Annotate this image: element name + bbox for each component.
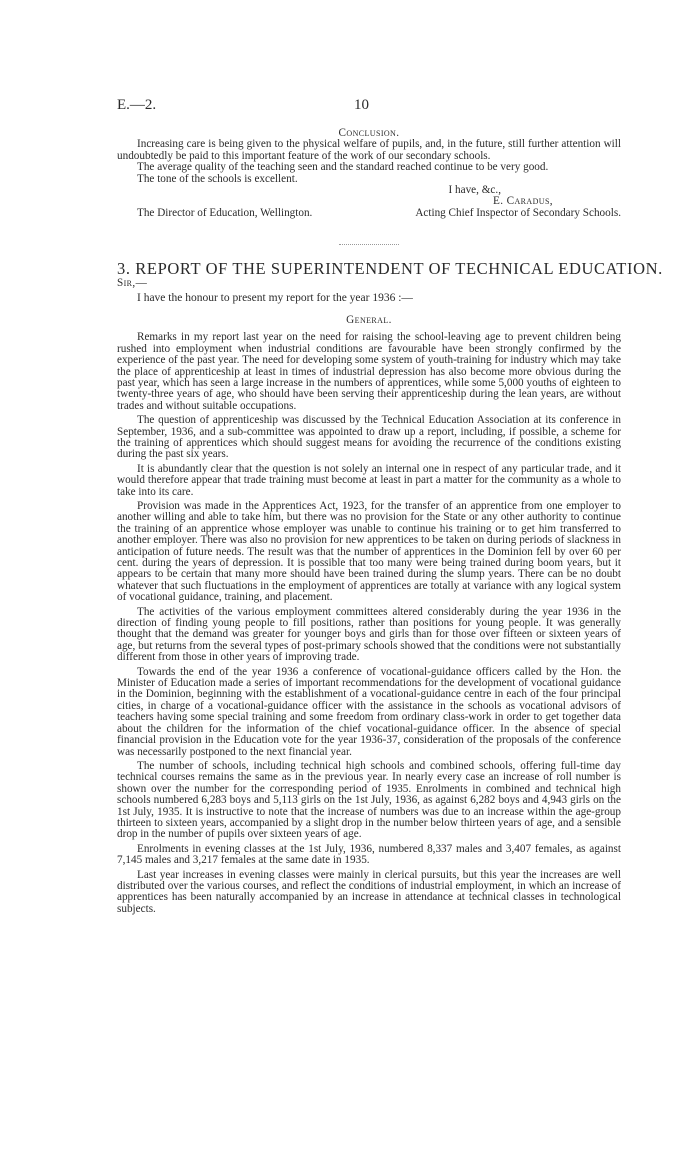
conclusion-paragraph: The tone of the schools is excellent. xyxy=(137,172,298,185)
salutation: Sir,— xyxy=(117,277,148,290)
report-paragraph: Enrolments in evening classes at the 1st July, 1936, numbered 8,337 males and 3,407 females, as against 7,145 males and 3,217 females at the same date in 1935. xyxy=(117,842,621,867)
report-paragraph: Remarks in my report last year on the need for raising the school-leaving age to prevent children being rushed into employment when industrial conditions are favourable have been strongly confirmed by the experience of the past year. The need for developing some system of youth-training for industry which may take the place of apprenticeship at least in times of industrial depression has also become more obvious during the past year, which has seen a large increase in the numbers of apprentices, while some 5,000 youths of eighteen to twenty-three years of age, who should have been serving their apprenticeship during the lean years, are without trades and without suitable occupations. xyxy=(117,331,621,412)
report-paragraph: The number of schools, including technical high schools and combined schools, offering full-time day technical courses remains the same as in the previous year. In nearly every case an increase of roll number is shown over the number for the corresponding period of 1935. Enrolments in combined and technical high schools numbered 6,283 boys and 5,113 girls on the 1st July, 1936, as against 6,282 boys and 4,943 girls on the 1st July, 1935. It is instructive to note that the increase of numbers was due to an increase within the age-group thirteen to sixteen years, accompanied by a slight drop in the number below thirteen years of age, and a sensible drop in the number of pupils over sixteen years of age. xyxy=(117,759,621,841)
document-body xyxy=(117,127,663,915)
signoff-greeting: I have, &c., xyxy=(448,184,501,197)
report-paragraph: The activities of the various employment committees altered considerably during the year 1936 in the direction of finding young people to fill positions, rather than positions for young people. It was generally thought that the demand was greater for younger boys and girls than for those over fifteen or sixteen years of age, but returns from the several types of post-primary schools showed that the conditions were not substantially different from those in other years of improving trade. xyxy=(117,605,621,664)
report-intro: I have the honour to present my report for the year 1936 :— xyxy=(137,292,413,305)
report-paragraph: The question of apprenticeship was discussed by the Technical Education Association at its conference in September, 1936, and a sub-committee was appointed to draw up a report, including, if possible, a scheme for the training of apprentices which should suggest means for avoiding the recurrence of the conditions existing during the past six years. xyxy=(117,414,621,461)
report-paragraph: Provision was made in the Apprentices Act, 1923, for the transfer of an apprentice from one employer to another willing and able to take him, but there was no provision for the State or any other authority to continue the training of an apprentice whose employer was unable to continue his training or to get him transferred to another employer. There was also no provision for new apprentices to be taken on during periods of slackness in anticipation of future needs. The result was that the number of apprentices in the Dominion fell by over 60 per cent. during the years of depression. It is possible that too many were being trained during boom years, but it appears to be certain that many more should have been trained during the slump years. There can be no doubt whatever that such fluctuations in the employment of apprentices are totally at variance with any logical system of vocational guidance, training, and placement. xyxy=(117,499,621,604)
report-paragraph: Towards the end of the year 1936 a conference of vocational-guidance officers called by the Hon. the Minister of Education made a series of important recommendations for the development of vocational guidance in the Dominion, beginning with the establishment of a vocational-guidance centre in each of the four principal cities, in charge of a vocational-guidance officer with the assistance in the schools as vocational advisors of teachers having some special training and some freedom from ordinary class-work in order to get together data about the children for the information of the chief vocational-guidance officer. In the absence of special financial provision in the Education vote for the year 1936-37, consideration of the proposals of the conference was necessarily postponed to the next financial year. xyxy=(117,665,621,758)
signoff-name: E. Caradus, xyxy=(493,195,553,208)
report-paragraph: Last year increases in evening classes were mainly in clerical pursuits, but this year the increases are well distributed over the various courses, and reflect the conditions of industrial employment, in which an increase of apprentices has been naturally accompanied by an increase in attendance at technical classes in technological subjects. xyxy=(117,868,621,915)
document-reference: E.—2. xyxy=(117,97,157,113)
conclusion-paragraph: Increasing care is being given to the physical welfare of pupils, and, in the future, still further attention will undoubtedly be paid to this important feature of the work of our secondary schools. xyxy=(117,138,621,162)
signoff-title: Acting Chief Inspector of Secondary Schools. xyxy=(415,206,621,219)
conclusion-section xyxy=(117,128,621,220)
report-section xyxy=(117,258,663,916)
conclusion-heading: Conclusion. xyxy=(338,127,400,139)
report-title: 3. REPORT OF THE SUPERINTENDENT OF TECHNICAL EDUCATION. xyxy=(117,258,663,278)
conclusion-paragraph: The average quality of the teaching seen and the standard reached continue to be very good. xyxy=(137,161,549,174)
general-heading: General. xyxy=(346,313,392,326)
report-paragraph: It is abundantly clear that the question is not solely an internal one in respect of any particular trade, and it would therefore appear that trade training must become at least in part a matter for the community as a whole to take into its care. xyxy=(117,462,621,498)
addressee: The Director of Education, Wellington. xyxy=(137,207,313,220)
section-divider xyxy=(339,244,399,245)
page-number: 10 xyxy=(354,97,369,113)
